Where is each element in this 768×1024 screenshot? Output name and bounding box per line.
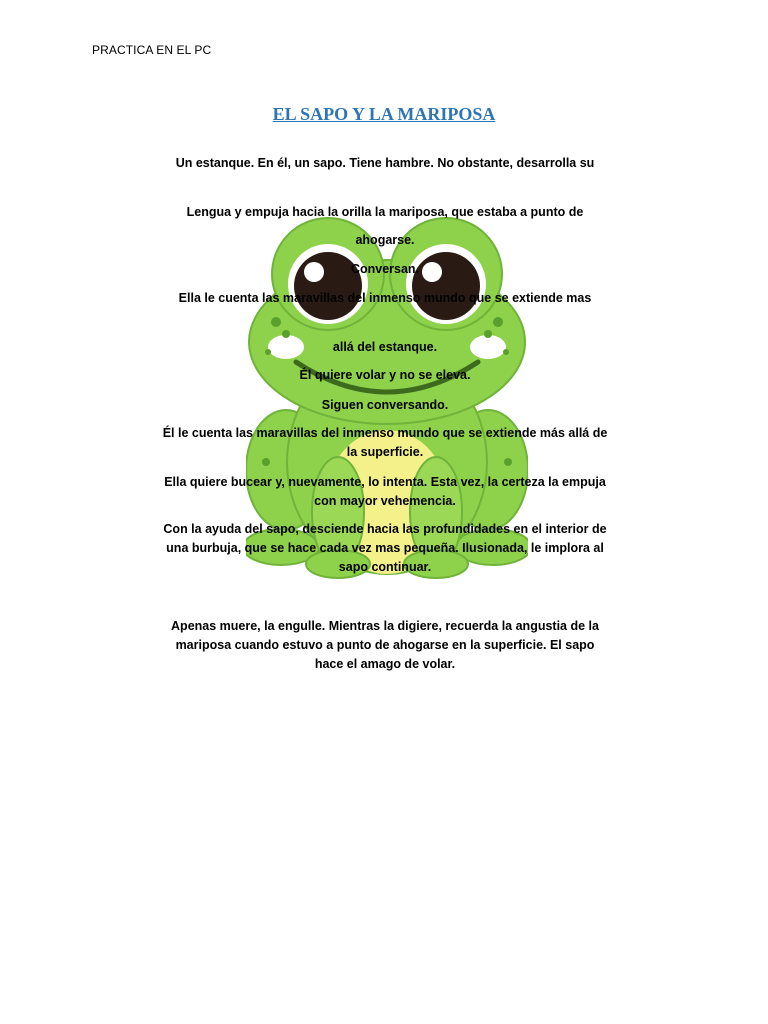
paragraph-10: Ella quiere bucear y, nuevamente, lo intenta. Esta vez, la certeza la empuja con mayor vehemencia.: [164, 475, 606, 508]
paragraph-12: Apenas muere, la engulle. Mientras la digiere, recuerda la angustia de la mariposa cuando estuvo a punto de ahogarse en la superficie. El sapo hace el amago de volar.: [171, 619, 599, 671]
paragraph-7: Él quiere volar y no se eleva.: [299, 368, 471, 382]
paragraph-1: Un estanque. En él, un sapo. Tiene hambre. No obstante, desarrolla su: [175, 156, 595, 170]
paragraph-11: Con la ayuda del sapo, desciende hacia las profundidades en el interior de una burbuja, que se hace cada vez mas pequeña. Ilusionada, le implora al sapo continuar.: [163, 522, 607, 574]
document-title: EL SAPO Y LA MARIPOSA: [272, 104, 496, 124]
paragraph-9: Él le cuenta las maravillas del inmenso mundo que se extiende más allá de la superficie.: [162, 426, 608, 459]
paragraph-3: ahogarse.: [355, 233, 415, 247]
paragraph-6: allá del estanque.: [332, 340, 438, 354]
page-header: PRACTICA EN EL PC: [92, 43, 212, 57]
paragraph-5: Ella le cuenta las maravillas del inmenso mundo que se extiende mas: [178, 291, 592, 305]
paragraph-8: Siguen conversando.: [321, 398, 449, 412]
paragraph-4: Conversan.: [350, 262, 420, 276]
paragraph-2: Lengua y empuja hacia la orilla la mariposa, que estaba a punto de: [186, 205, 584, 219]
